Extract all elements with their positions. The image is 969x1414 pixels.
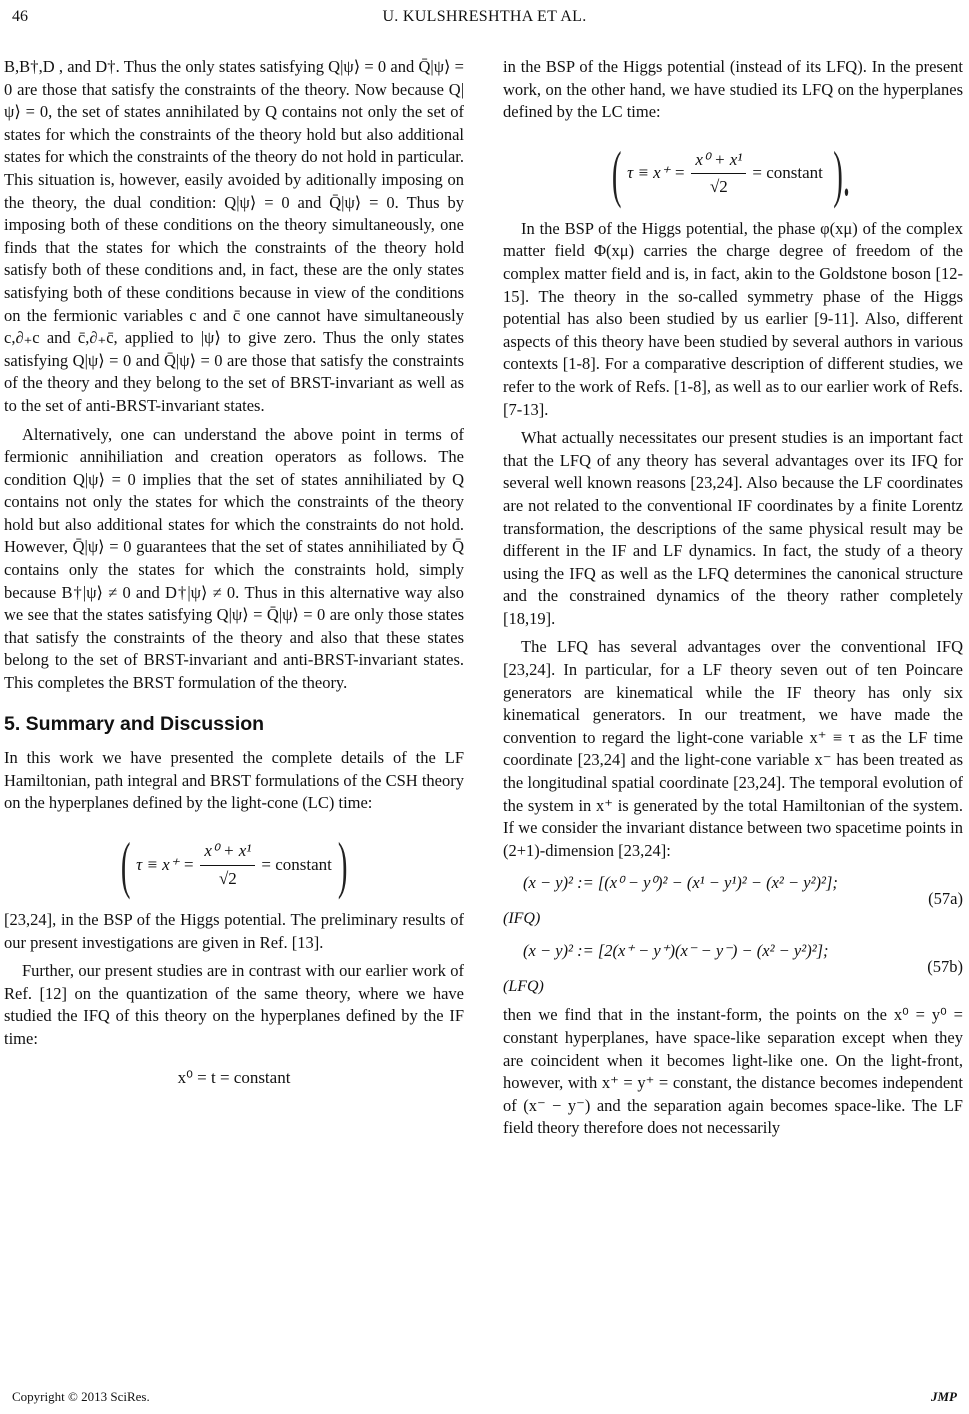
running-title: U. KULSHRESHTHA ET AL. xyxy=(382,8,587,25)
paragraph: In the BSP of the Higgs potential, the phase φ(xμ) of the complex matter field Φ(xμ) carries the charge degree of freedom of the complex matter field and is, in fact, akin to the Goldstone boson [12-15]. The theory in the so-called symmetry phase of the Higgs potential has also been studied by us earlier [9-11]. Also, different aspects of this theory have been studied by several authors in various contexts [1-8]. For a comparative description of different studies, we refer to the work of Refs. [1-8], as well as to our earlier work of Refs. [7-13]. xyxy=(503,218,964,419)
equation-light-cone-time xyxy=(4,821,464,909)
eq-body: (x − y)² := [2(x⁺ − y⁺)(x⁻ − y⁻) − (x² − y²)²]; xyxy=(523,941,829,961)
paragraph: [23,24], in the BSP of the Higgs potential. The preliminary results of our present investigations are given in Ref. [13]. xyxy=(4,910,464,952)
eq-label: (LFQ) xyxy=(503,978,544,996)
eq-lhs: τ ≡ x⁺ = xyxy=(627,163,686,183)
equation-light-cone-time xyxy=(503,130,963,218)
equation-57a xyxy=(503,868,963,936)
section-heading: 5. Summary and Discussion xyxy=(4,712,265,735)
paragraph: B,B†,D , and D†. Thus the only states satisfying Q|ψ⟩ = 0 and Q̄|ψ⟩ = 0 are those that satisfy the constraints of the theory. Now because Q|ψ⟩ = 0, the set of states annihilated by Q contains not only the set of states for which the constraints of the theory hold but also additional states for which the constraints of the theory do not hold in particular. This situation is, however, easily avoided by aditionally imposing on the theory, the dual condition: Q|ψ⟩ = 0 and Q̄|ψ⟩ = 0. Thus by imposing both of these conditions on the theory simultaneously, one finds that the states for which the constraints of the theory hold satisfy both of these conditions and, in fact, these are the only states satisfying both of these conditions because in view of the conditions on the fermionic variables c and c̄ one cannot have simultaneously c,∂₊c and c̄,∂₊c̄, applied to |ψ⟩ to give zero. Thus the only states satisfying Q|ψ⟩ = 0 and Q̄|ψ⟩ = 0 are those that satisfy the constraints of the theory and they belong to the set of BRST-invariant as well as to the set of anti-BRST-invariant states. xyxy=(4,57,464,415)
eq-rhs: = constant xyxy=(752,163,823,183)
fraction-denominator: √2 xyxy=(709,177,728,197)
copyright-notice: Copyright © 2013 SciRes. xyxy=(12,1389,150,1404)
eq-rhs: = constant xyxy=(261,854,332,874)
right-paren: ) xyxy=(337,829,348,900)
paragraph: in the BSP of the Higgs potential (instead of its LFQ). In the present work, on the other hand, we have studied its LFQ on the hyperplanes defined by the LC time: xyxy=(503,57,963,122)
fraction xyxy=(200,840,255,890)
fraction xyxy=(691,149,746,199)
paragraph: What actually necessitates our present studies is an important fact that the LFQ of any theory has several advantages over its IFQ for several well known reasons [23,24]. Also because the LF coordinates are not related to the conventional IF coordinates by a finite Lorentz transformation, the descriptions of the same physical result may be different in the IF and LF dynamics. In fact, the study of a theory using the IFQ as well as the LFQ determines the canonical structure and the constrained dynamics of the theory rather completely [18,19]. xyxy=(503,428,963,628)
right-column xyxy=(503,56,963,1146)
page-header xyxy=(8,8,961,32)
fraction-numerator: x⁰ + x¹ xyxy=(200,840,255,866)
fraction-denominator: √2 xyxy=(218,868,237,888)
paragraph: The LFQ has several advantages over the conventional IFQ [23,24]. In particular, for a LF theory seven out of ten Poincare generators are kinematical while the IF theory has only six kinematical generators. In our treatment, we have made the convention to regard the light-cone variable x⁺ ≡ τ as the LF time coordinate [23,24] and the light-cone variable x⁻ has been treated as the longitudinal spatial coordinate [23,24]. The temporal evolution of the system in x⁺ is generated by the total Hamiltonian of the system. If we consider the invariant distance between two spacetime points in (2+1)-dimension [23,24]: xyxy=(503,637,963,860)
left-paren: ( xyxy=(120,829,131,900)
journal-name: JMP xyxy=(931,1389,957,1404)
fraction-numerator: x⁰ + x¹ xyxy=(691,149,746,175)
paragraph: In this work we have presented the complete details of the LF Hamiltonian, path integral and BRST formulations of the CSH theory on the hyperplanes defined by the light-cone (LC) time: xyxy=(4,748,464,813)
paragraph: then we find that in the instant-form, the points on the x⁰ = y⁰ = constant hyperplanes, have space-like separation except when they are coincident when it becomes light-like one. On the light-front, however, with x⁺ = y⁺ = constant, the distance becomes independent of (x⁻ − y⁻) and the separation again becomes space-like. The LF field theory therefore does not necessarily xyxy=(503,1005,963,1138)
paragraph: Alternatively, one can understand the above point in terms of fermionic annihiliation and creation operators as follows. The condition Q|ψ⟩ = 0 implies that the set of states annihiliated by Q contains not only the states for which the constraints of the theory hold but also additional states for which the constraints do not hold. However, Q̄|ψ⟩ = 0 guarantees that the set of states annihiliated by Q̄ contains only the states for which the constraints hold, simply because B†|ψ⟩ ≠ 0 and D†|ψ⟩ ≠ 0. Thus in this alternative way also we see that the states satisfying Q|ψ⟩ = Q̄|ψ⟩ = 0 are only those states that satisfy the constraints of the theory and also that these states belong to the set of BRST-invariant and anti-BRST-invariant states. This completes the BRST formulation of the theory. xyxy=(4,424,464,693)
left-column xyxy=(4,56,464,1101)
page-number: 46 xyxy=(12,8,28,25)
right-paren: ). xyxy=(833,137,850,209)
eq-body: (x − y)² := [(x⁰ − y⁰)² − (x¹ − y¹)² − (x² − y²)²]; xyxy=(523,873,838,893)
eq-label: (IFQ) xyxy=(503,910,541,928)
eq-if: x⁰ = t = constant xyxy=(177,1068,291,1088)
eq-number: (57b) xyxy=(927,957,963,977)
paragraph: Further, our present studies are in contrast with our earlier work of Ref. [12] on the quantization of the same theory, where we have studied the IFQ of this theory on the hyperplanes defined by the IF time: xyxy=(4,961,464,1048)
eq-lhs: τ ≡ x⁺ = xyxy=(136,854,195,874)
eq-number: (57a) xyxy=(928,889,963,909)
equation-instant-form-time xyxy=(4,1057,464,1101)
equation-57b xyxy=(503,936,963,1004)
left-paren: ( xyxy=(611,137,622,209)
